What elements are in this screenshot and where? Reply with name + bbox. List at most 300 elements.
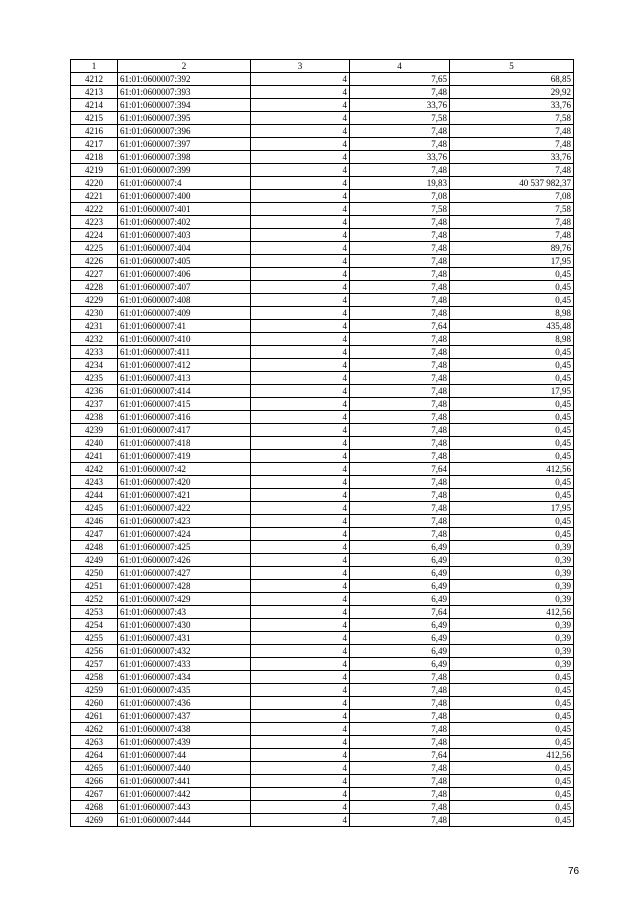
table-cell: 4 xyxy=(251,554,350,567)
table-cell: 4 xyxy=(251,268,350,281)
table-row xyxy=(71,138,574,151)
table-cell: 61:01:0600007:438 xyxy=(118,723,251,736)
table-cell: 4229 xyxy=(71,294,118,307)
table-cell: 4219 xyxy=(71,164,118,177)
table-cell: 61:01:0600007:424 xyxy=(118,528,251,541)
table-cell: 435,48 xyxy=(450,320,574,333)
table-cell: 4235 xyxy=(71,372,118,385)
table-cell: 4265 xyxy=(71,762,118,775)
table-cell: 33,76 xyxy=(450,99,574,112)
table-cell: 0,45 xyxy=(450,346,574,359)
table-cell: 7,48 xyxy=(350,346,450,359)
table-cell: 4 xyxy=(251,151,350,164)
table-cell: 61:01:0600007:395 xyxy=(118,112,251,125)
table-row xyxy=(71,515,574,528)
table-row xyxy=(71,489,574,502)
table-row xyxy=(71,177,574,190)
table-cell: 4 xyxy=(251,684,350,697)
table-cell: 7,48 xyxy=(350,372,450,385)
table-cell: 4263 xyxy=(71,736,118,749)
table-cell: 7,48 xyxy=(350,242,450,255)
table-cell: 4264 xyxy=(71,749,118,762)
column-header-5: 5 xyxy=(450,60,574,73)
table-cell: 61:01:0600007:419 xyxy=(118,450,251,463)
table-row xyxy=(71,593,574,606)
table-cell: 61:01:0600007:417 xyxy=(118,424,251,437)
table-row xyxy=(71,385,574,398)
table-cell: 4214 xyxy=(71,99,118,112)
table-cell: 61:01:0600007:435 xyxy=(118,684,251,697)
table-cell: 4242 xyxy=(71,463,118,476)
table-cell: 4221 xyxy=(71,190,118,203)
table-row xyxy=(71,788,574,801)
table-cell: 61:01:0600007:412 xyxy=(118,359,251,372)
table-cell: 61:01:0600007:440 xyxy=(118,762,251,775)
table-cell: 68,85 xyxy=(450,73,574,86)
table-cell: 4 xyxy=(251,450,350,463)
table-cell: 4 xyxy=(251,762,350,775)
table-row xyxy=(71,450,574,463)
table-row xyxy=(71,424,574,437)
table-cell: 4 xyxy=(251,359,350,372)
table-cell: 0,45 xyxy=(450,359,574,372)
table-cell: 4 xyxy=(251,112,350,125)
table-cell: 0,45 xyxy=(450,398,574,411)
table-row xyxy=(71,749,574,762)
table-cell: 61:01:0600007:394 xyxy=(118,99,251,112)
table-cell: 6,49 xyxy=(350,580,450,593)
table-cell: 4 xyxy=(251,658,350,671)
table-cell: 7,48 xyxy=(350,385,450,398)
table-cell: 61:01:0600007:411 xyxy=(118,346,251,359)
table-header-row xyxy=(71,60,574,73)
table-row xyxy=(71,606,574,619)
table-cell: 0,45 xyxy=(450,775,574,788)
table-row xyxy=(71,359,574,372)
table-cell: 4244 xyxy=(71,489,118,502)
table-cell: 7,58 xyxy=(450,112,574,125)
table-cell: 412,56 xyxy=(450,463,574,476)
table-cell: 4222 xyxy=(71,203,118,216)
table-row xyxy=(71,73,574,86)
table-cell: 6,49 xyxy=(350,645,450,658)
table-cell: 61:01:0600007:433 xyxy=(118,658,251,671)
table-cell: 4 xyxy=(251,593,350,606)
table-cell: 7,48 xyxy=(450,125,574,138)
table-cell: 4 xyxy=(251,736,350,749)
table-cell: 61:01:0600007:430 xyxy=(118,619,251,632)
table-row xyxy=(71,528,574,541)
table-cell: 4 xyxy=(251,775,350,788)
table-cell: 0,45 xyxy=(450,710,574,723)
table-cell: 4269 xyxy=(71,814,118,827)
table-cell: 4262 xyxy=(71,723,118,736)
table-row xyxy=(71,190,574,203)
table-cell: 4 xyxy=(251,801,350,814)
table-cell: 7,48 xyxy=(350,697,450,710)
table-body xyxy=(71,73,574,827)
table-cell: 0,39 xyxy=(450,658,574,671)
table-cell: 4266 xyxy=(71,775,118,788)
table-cell: 4228 xyxy=(71,281,118,294)
table-cell: 4 xyxy=(251,710,350,723)
table-row xyxy=(71,645,574,658)
table-cell: 7,48 xyxy=(350,489,450,502)
table-cell: 7,48 xyxy=(350,216,450,229)
table-cell: 0,39 xyxy=(450,632,574,645)
table-row xyxy=(71,476,574,489)
table-cell: 4227 xyxy=(71,268,118,281)
table-cell: 4213 xyxy=(71,86,118,99)
table-cell: 4 xyxy=(251,489,350,502)
table-row xyxy=(71,86,574,99)
table-row xyxy=(71,814,574,827)
table-cell: 7,08 xyxy=(450,190,574,203)
table-cell: 61:01:0600007:416 xyxy=(118,411,251,424)
table-cell: 4234 xyxy=(71,359,118,372)
table-cell: 33,76 xyxy=(350,151,450,164)
table-cell: 7,48 xyxy=(350,515,450,528)
table-cell: 4 xyxy=(251,580,350,593)
table-cell: 4 xyxy=(251,541,350,554)
table-row xyxy=(71,580,574,593)
table-row xyxy=(71,164,574,177)
table-cell: 0,45 xyxy=(450,801,574,814)
table-cell: 0,45 xyxy=(450,424,574,437)
table-cell: 0,45 xyxy=(450,437,574,450)
table-cell: 412,56 xyxy=(450,606,574,619)
table-cell: 61:01:0600007:41 xyxy=(118,320,251,333)
table-cell: 7,48 xyxy=(350,307,450,320)
table-row xyxy=(71,99,574,112)
table-cell: 7,48 xyxy=(350,476,450,489)
table-row xyxy=(71,541,574,554)
table-cell: 7,48 xyxy=(350,281,450,294)
table-cell: 4 xyxy=(251,528,350,541)
table-cell: 7,48 xyxy=(350,398,450,411)
table-cell: 0,45 xyxy=(450,489,574,502)
table-cell: 4 xyxy=(251,255,350,268)
table-cell: 4233 xyxy=(71,346,118,359)
table-cell: 4230 xyxy=(71,307,118,320)
data-table xyxy=(70,59,574,827)
table-row xyxy=(71,437,574,450)
table-cell: 4 xyxy=(251,242,350,255)
table-row xyxy=(71,216,574,229)
table-cell: 7,48 xyxy=(450,164,574,177)
table-cell: 4217 xyxy=(71,138,118,151)
table-cell: 0,45 xyxy=(450,476,574,489)
table-row xyxy=(71,242,574,255)
table-cell: 61:01:0600007:398 xyxy=(118,151,251,164)
table-row xyxy=(71,281,574,294)
table-cell: 61:01:0600007:402 xyxy=(118,216,251,229)
table-cell: 61:01:0600007:407 xyxy=(118,281,251,294)
table-cell: 4 xyxy=(251,73,350,86)
table-cell: 0,45 xyxy=(450,528,574,541)
table-cell: 7,48 xyxy=(350,255,450,268)
table-cell: 61:01:0600007:444 xyxy=(118,814,251,827)
table-cell: 8,98 xyxy=(450,333,574,346)
table-cell: 61:01:0600007:399 xyxy=(118,164,251,177)
table-row xyxy=(71,736,574,749)
table-cell: 4 xyxy=(251,138,350,151)
table-cell: 4268 xyxy=(71,801,118,814)
table-cell: 0,45 xyxy=(450,762,574,775)
table-cell: 7,48 xyxy=(350,528,450,541)
table-row xyxy=(71,411,574,424)
table-cell: 7,48 xyxy=(350,502,450,515)
table-cell: 61:01:0600007:42 xyxy=(118,463,251,476)
table-cell: 4258 xyxy=(71,671,118,684)
table-cell: 4239 xyxy=(71,424,118,437)
table-cell: 6,49 xyxy=(350,619,450,632)
table-cell: 6,49 xyxy=(350,632,450,645)
table-cell: 0,45 xyxy=(450,814,574,827)
table-cell: 4241 xyxy=(71,450,118,463)
table-cell: 61:01:0600007:443 xyxy=(118,801,251,814)
table-cell: 7,64 xyxy=(350,749,450,762)
table-row xyxy=(71,333,574,346)
table-row xyxy=(71,307,574,320)
table-cell: 0,45 xyxy=(450,281,574,294)
table-row xyxy=(71,112,574,125)
table-cell: 7,48 xyxy=(350,788,450,801)
table-cell: 6,49 xyxy=(350,567,450,580)
table-cell: 61:01:0600007:420 xyxy=(118,476,251,489)
table-cell: 7,48 xyxy=(350,125,450,138)
table-cell: 4 xyxy=(251,333,350,346)
table-cell: 61:01:0600007:431 xyxy=(118,632,251,645)
table-cell: 4 xyxy=(251,398,350,411)
table-cell: 4 xyxy=(251,125,350,138)
table-cell: 4 xyxy=(251,372,350,385)
table-cell: 4 xyxy=(251,424,350,437)
table-cell: 0,45 xyxy=(450,736,574,749)
table-cell: 61:01:0600007:434 xyxy=(118,671,251,684)
table-cell: 0,39 xyxy=(450,554,574,567)
table-cell: 0,45 xyxy=(450,684,574,697)
table-cell: 4 xyxy=(251,99,350,112)
table-cell: 61:01:0600007:421 xyxy=(118,489,251,502)
table-cell: 7,48 xyxy=(350,164,450,177)
table-row xyxy=(71,671,574,684)
page-number: 76 xyxy=(568,866,580,877)
table-cell: 7,48 xyxy=(350,359,450,372)
table-cell: 4218 xyxy=(71,151,118,164)
table-cell: 4 xyxy=(251,476,350,489)
table-cell: 4257 xyxy=(71,658,118,671)
table-cell: 4215 xyxy=(71,112,118,125)
table-cell: 4 xyxy=(251,281,350,294)
table-cell: 4 xyxy=(251,307,350,320)
table-cell: 0,45 xyxy=(450,788,574,801)
table-cell: 0,39 xyxy=(450,619,574,632)
table-cell: 61:01:0600007:437 xyxy=(118,710,251,723)
column-header-3: 3 xyxy=(251,60,350,73)
table-cell: 7,48 xyxy=(350,268,450,281)
table-cell: 19,83 xyxy=(350,177,450,190)
table-row xyxy=(71,229,574,242)
table-cell: 4220 xyxy=(71,177,118,190)
table-cell: 4 xyxy=(251,294,350,307)
table-cell: 7,48 xyxy=(350,424,450,437)
table-cell: 4 xyxy=(251,645,350,658)
table-cell: 4 xyxy=(251,229,350,242)
table-cell: 4246 xyxy=(71,515,118,528)
table-cell: 4243 xyxy=(71,476,118,489)
table-cell: 4250 xyxy=(71,567,118,580)
table-cell: 61:01:0600007:408 xyxy=(118,294,251,307)
table-cell: 0,45 xyxy=(450,268,574,281)
table-cell: 61:01:0600007:403 xyxy=(118,229,251,242)
table-cell: 61:01:0600007:404 xyxy=(118,242,251,255)
table-cell: 61:01:0600007:400 xyxy=(118,190,251,203)
table-cell: 7,58 xyxy=(450,203,574,216)
table-cell: 0,39 xyxy=(450,580,574,593)
table-cell: 61:01:0600007:410 xyxy=(118,333,251,346)
table-cell: 4 xyxy=(251,723,350,736)
table-row xyxy=(71,346,574,359)
table-cell: 4253 xyxy=(71,606,118,619)
table-cell: 61:01:0600007:413 xyxy=(118,372,251,385)
table-cell: 4254 xyxy=(71,619,118,632)
table-cell: 4 xyxy=(251,814,350,827)
table-cell: 29,92 xyxy=(450,86,574,99)
table-cell: 4224 xyxy=(71,229,118,242)
table-cell: 7,58 xyxy=(350,203,450,216)
table-cell: 4 xyxy=(251,788,350,801)
table-cell: 4232 xyxy=(71,333,118,346)
table-row xyxy=(71,463,574,476)
table-cell: 7,48 xyxy=(450,138,574,151)
table-cell: 61:01:0600007:43 xyxy=(118,606,251,619)
table-cell: 4251 xyxy=(71,580,118,593)
table-row xyxy=(71,697,574,710)
table-cell: 4238 xyxy=(71,411,118,424)
table-cell: 7,48 xyxy=(350,723,450,736)
table-cell: 61:01:0600007:392 xyxy=(118,73,251,86)
table-cell: 61:01:0600007:427 xyxy=(118,567,251,580)
table-row xyxy=(71,632,574,645)
table-cell: 7,48 xyxy=(350,294,450,307)
table-cell: 7,48 xyxy=(350,229,450,242)
table-row xyxy=(71,684,574,697)
table-cell: 7,48 xyxy=(350,437,450,450)
table-cell: 0,39 xyxy=(450,541,574,554)
table-cell: 4 xyxy=(251,463,350,476)
table-cell: 4231 xyxy=(71,320,118,333)
table-cell: 7,48 xyxy=(350,710,450,723)
table-cell: 4 xyxy=(251,411,350,424)
table-cell: 7,48 xyxy=(350,450,450,463)
table-cell: 7,48 xyxy=(350,138,450,151)
table-cell: 4260 xyxy=(71,697,118,710)
table-cell: 4255 xyxy=(71,632,118,645)
table-cell: 0,45 xyxy=(450,294,574,307)
table-cell: 61:01:0600007:415 xyxy=(118,398,251,411)
table-cell: 4261 xyxy=(71,710,118,723)
table-cell: 61:01:0600007:393 xyxy=(118,86,251,99)
table-cell: 4240 xyxy=(71,437,118,450)
table-cell: 7,48 xyxy=(450,229,574,242)
table-cell: 61:01:0600007:414 xyxy=(118,385,251,398)
table-cell: 4 xyxy=(251,671,350,684)
table-cell: 0,45 xyxy=(450,450,574,463)
table-cell: 0,45 xyxy=(450,723,574,736)
table-cell: 4 xyxy=(251,567,350,580)
table-row xyxy=(71,372,574,385)
table-row xyxy=(71,710,574,723)
table-cell: 0,39 xyxy=(450,593,574,606)
table-row xyxy=(71,723,574,736)
table-row xyxy=(71,801,574,814)
table-cell: 7,58 xyxy=(350,112,450,125)
table-cell: 4249 xyxy=(71,554,118,567)
table-cell: 6,49 xyxy=(350,658,450,671)
table-cell: 61:01:0600007:422 xyxy=(118,502,251,515)
table-cell: 4 xyxy=(251,203,350,216)
table-cell: 4 xyxy=(251,749,350,762)
table-cell: 4256 xyxy=(71,645,118,658)
table-cell: 412,56 xyxy=(450,749,574,762)
table-cell: 4 xyxy=(251,385,350,398)
table-cell: 7,64 xyxy=(350,320,450,333)
table-cell: 61:01:0600007:425 xyxy=(118,541,251,554)
table-cell: 4236 xyxy=(71,385,118,398)
table-cell: 4226 xyxy=(71,255,118,268)
table-cell: 61:01:0600007:418 xyxy=(118,437,251,450)
table-cell: 7,48 xyxy=(350,762,450,775)
table-row xyxy=(71,502,574,515)
table-row xyxy=(71,268,574,281)
table-cell: 61:01:0600007:397 xyxy=(118,138,251,151)
table-cell: 0,45 xyxy=(450,697,574,710)
table-cell: 0,39 xyxy=(450,567,574,580)
table-cell: 61:01:0600007:423 xyxy=(118,515,251,528)
table-cell: 61:01:0600007:429 xyxy=(118,593,251,606)
table-cell: 4 xyxy=(251,86,350,99)
table-cell: 61:01:0600007:432 xyxy=(118,645,251,658)
table-cell: 8,98 xyxy=(450,307,574,320)
table-cell: 61:01:0600007:409 xyxy=(118,307,251,320)
table-cell: 0,45 xyxy=(450,411,574,424)
table-cell: 7,48 xyxy=(350,814,450,827)
table-cell: 7,48 xyxy=(350,684,450,697)
table-cell: 7,08 xyxy=(350,190,450,203)
table-cell: 6,49 xyxy=(350,541,450,554)
table-cell: 4 xyxy=(251,320,350,333)
table-cell: 6,49 xyxy=(350,593,450,606)
table-cell: 33,76 xyxy=(350,99,450,112)
table-row xyxy=(71,151,574,164)
table-cell: 0,39 xyxy=(450,645,574,658)
table-cell: 0,45 xyxy=(450,515,574,528)
table-cell: 61:01:0600007:426 xyxy=(118,554,251,567)
table-cell: 4 xyxy=(251,606,350,619)
table-cell: 7,64 xyxy=(350,606,450,619)
table-cell: 61:01:0600007:441 xyxy=(118,775,251,788)
table-cell: 7,48 xyxy=(350,333,450,346)
table-cell: 4245 xyxy=(71,502,118,515)
table-row xyxy=(71,619,574,632)
table-cell: 61:01:0600007:436 xyxy=(118,697,251,710)
table-cell: 4225 xyxy=(71,242,118,255)
table-cell: 6,49 xyxy=(350,554,450,567)
table-cell: 17,95 xyxy=(450,255,574,268)
table-row xyxy=(71,203,574,216)
table-cell: 61:01:0600007:439 xyxy=(118,736,251,749)
